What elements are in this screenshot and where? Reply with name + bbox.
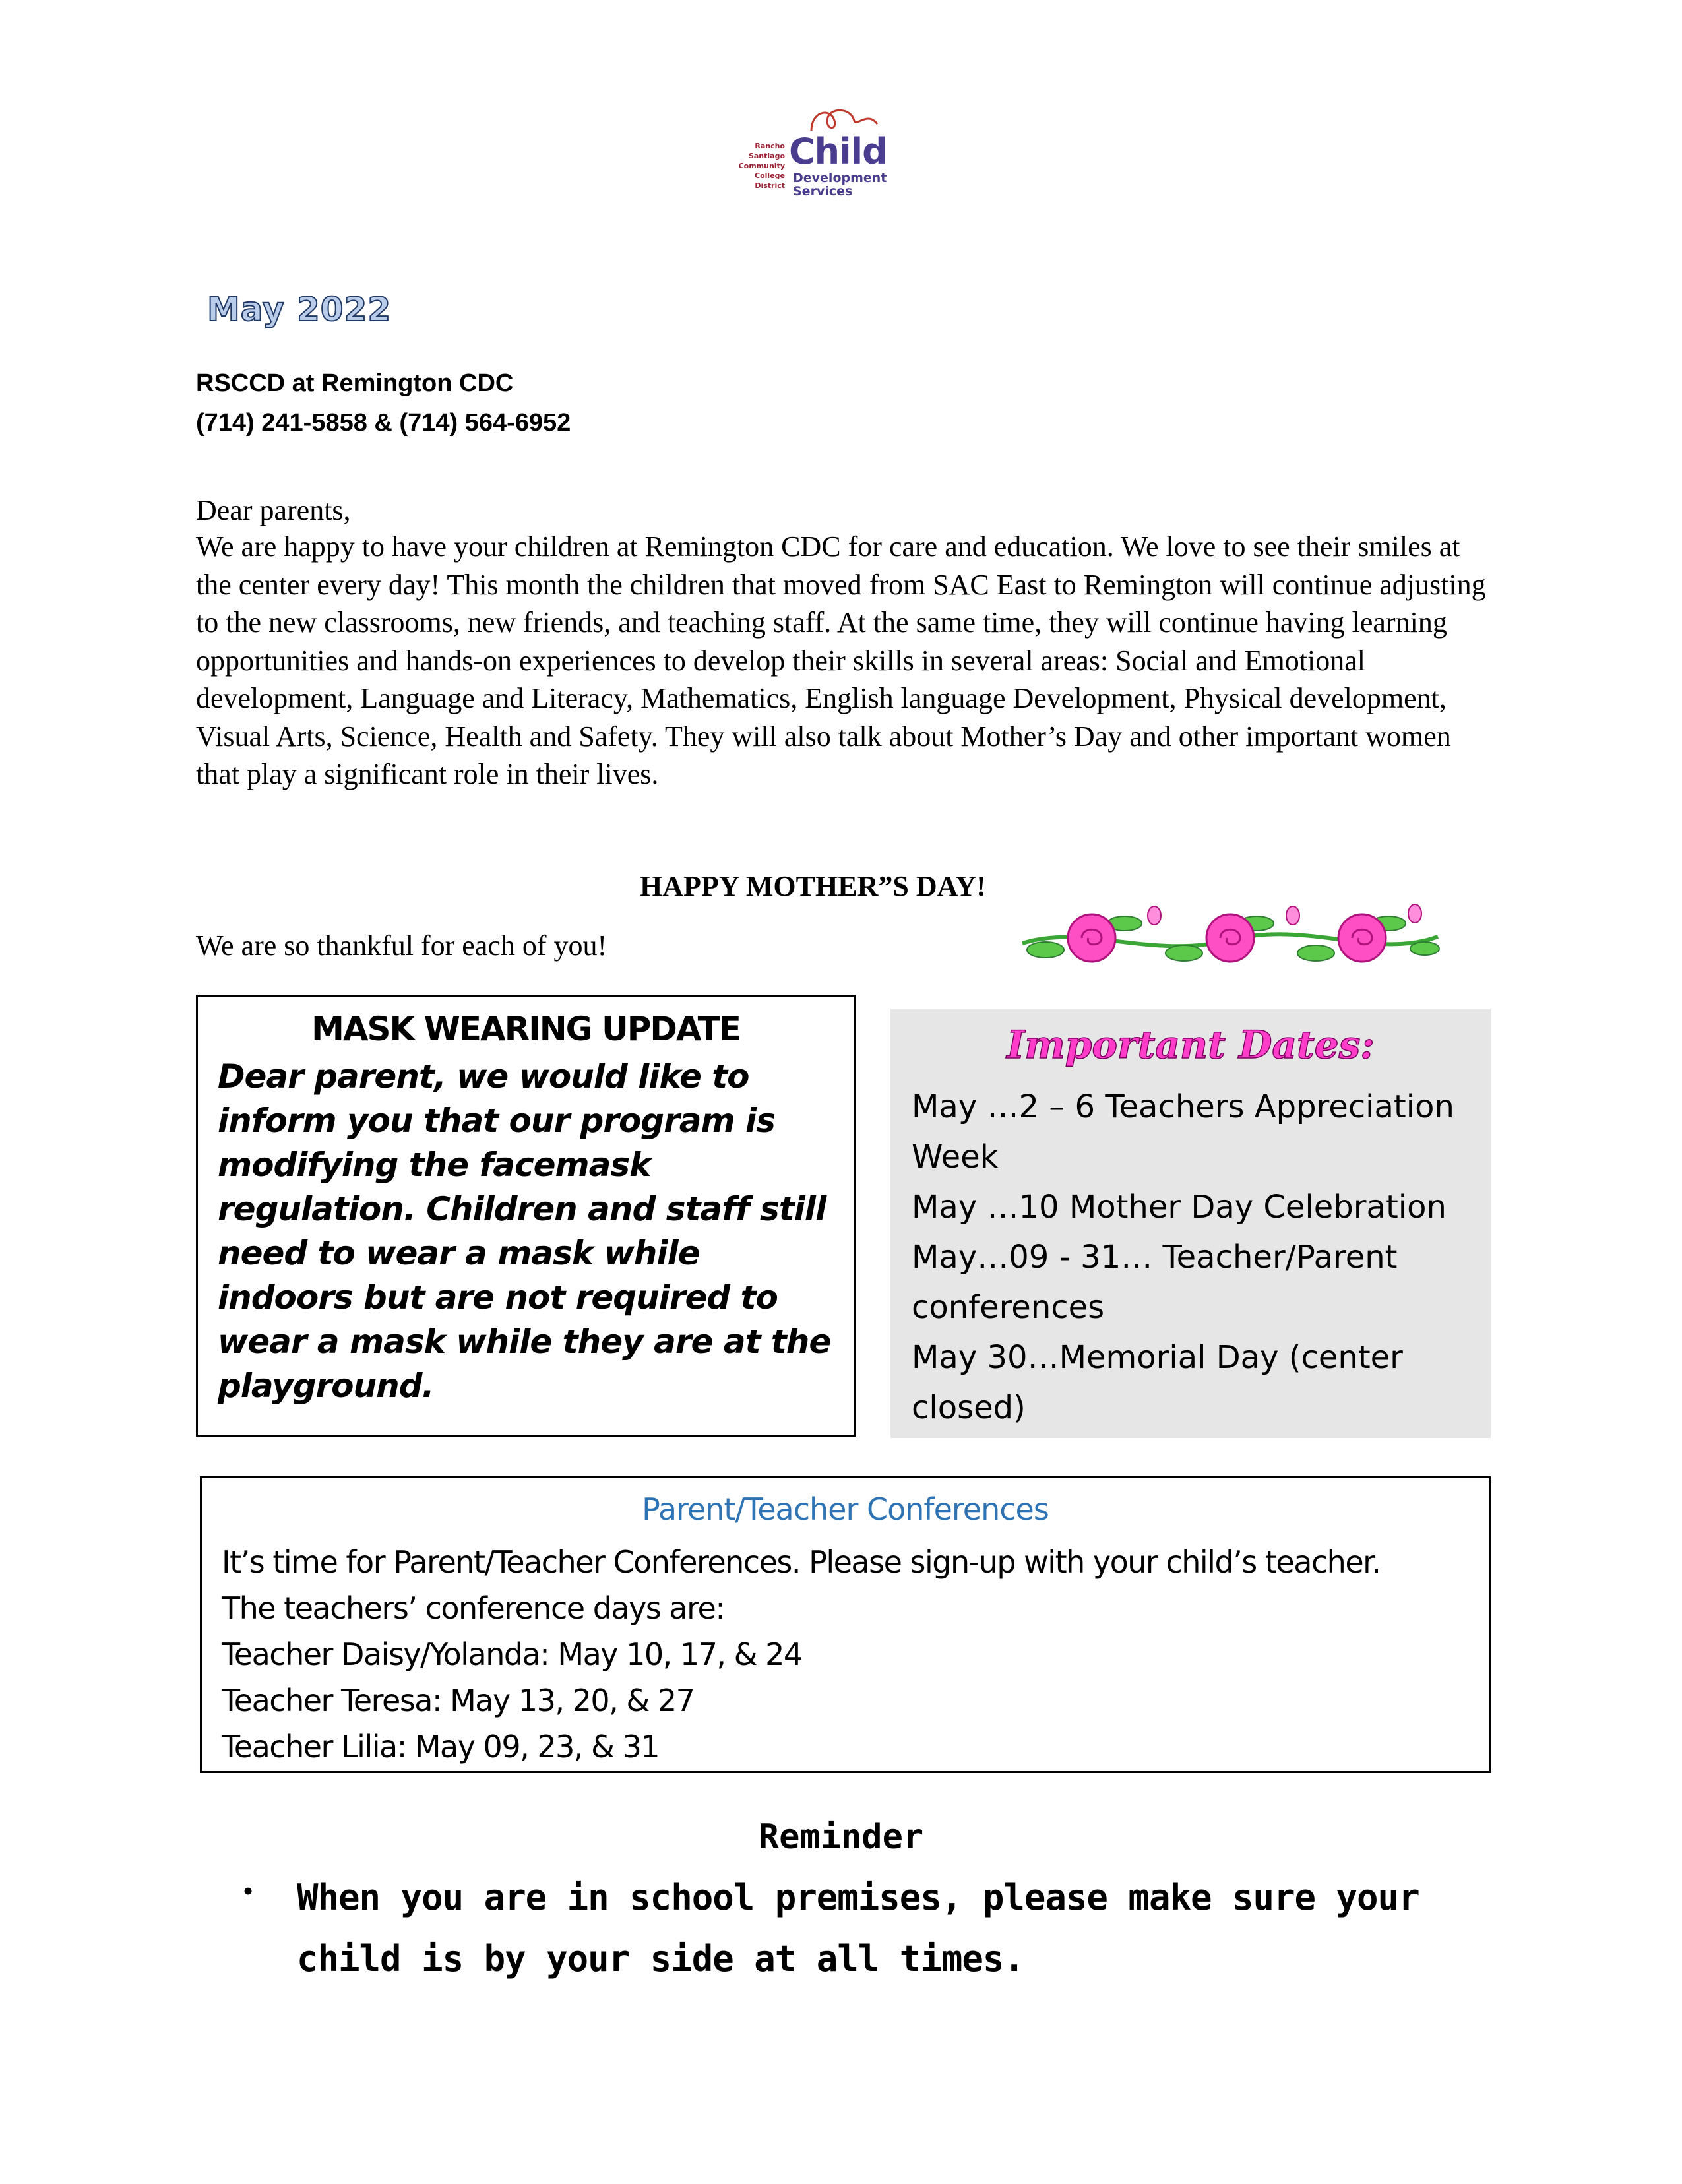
important-date-item: May 30…Memorial Day (center closed) <box>912 1339 1403 1426</box>
conference-line: It’s time for Parent/Teacher Conferences. Please sign-up with your child’s teacher. <box>222 1544 1381 1580</box>
reminder-title: Reminder <box>758 1817 924 1857</box>
bullet-icon: • <box>243 1874 254 1908</box>
important-dates-title: Important Dates: <box>1007 1022 1375 1067</box>
conferences-box <box>200 1476 1491 1773</box>
rose-garland-icon <box>1019 897 1441 970</box>
conference-line: The teachers’ conference days are: <box>222 1590 725 1626</box>
important-dates-list <box>912 1082 1479 1433</box>
mask-update-title: MASK WEARING UPDATE <box>311 1010 740 1048</box>
mothers-day-heading: HAPPY MOTHER”S DAY! <box>640 870 986 902</box>
conference-line: Teacher Teresa: May 13, 20, & 27 <box>222 1683 695 1718</box>
reminder-text: When you are in school premises, please make sure your child is by your side at all times. <box>297 1877 1419 1980</box>
conference-line: Teacher Daisy/Yolanda: May 10, 17, & 24 <box>222 1637 802 1672</box>
newsletter-month-heading: May 2022 <box>207 290 392 328</box>
conferences-title: Parent/Teacher Conferences <box>642 1491 1049 1527</box>
thankful-line: We are so thankful for each of you! <box>196 929 607 962</box>
logo-district-name: Rancho Santiago Community College District <box>738 142 785 190</box>
logo-child-word: Child <box>789 131 887 172</box>
important-dates-box <box>890 1009 1491 1438</box>
important-date-item: May …2 – 6 Teachers Appreciation Week <box>912 1088 1454 1175</box>
logo-subtitle: Development Services <box>793 171 887 199</box>
important-date-item: May…09 - 31… Teacher/Parent conferences <box>912 1239 1398 1326</box>
center-phone-numbers: (714) 241-5858 & (714) 564-6952 <box>196 409 571 437</box>
center-name: RSCCD at Remington CDC <box>196 369 514 397</box>
letter-body: We are happy to have your children at Remington CDC for care and education. We love to see their smiles at the center every day! This month the children that moved from SAC East to Remington will continue adjusting to the new classrooms, new friends, and teaching staff. At the same time, they will continue having learning opportunities and hands-on experiences to develop their skills in several areas: Social and Emotional development, Language and Literacy, Mathematics, English language Development, Physical development, Visual Arts, Science, Health and Safety. They will also talk about Mother’s Day and other important women that play a significant role in their lives. <box>196 530 1486 790</box>
conferences-text <box>222 1539 1481 1770</box>
mask-update-box <box>196 995 856 1437</box>
letter-greeting: Dear parents, <box>196 494 351 526</box>
important-date-item: May …10 Mother Day Celebration <box>912 1189 1447 1226</box>
conference-line: Teacher Lilia: May 09, 23, & 31 <box>222 1729 660 1764</box>
mask-update-text: Dear parent, we would like to inform you that our program is modifying the facemask regulation. Children and staff still need to wear a mask while indoors but are not required to wear a mask while they are at the playground. <box>218 1057 831 1405</box>
rsccd-child-development-logo <box>726 104 937 203</box>
